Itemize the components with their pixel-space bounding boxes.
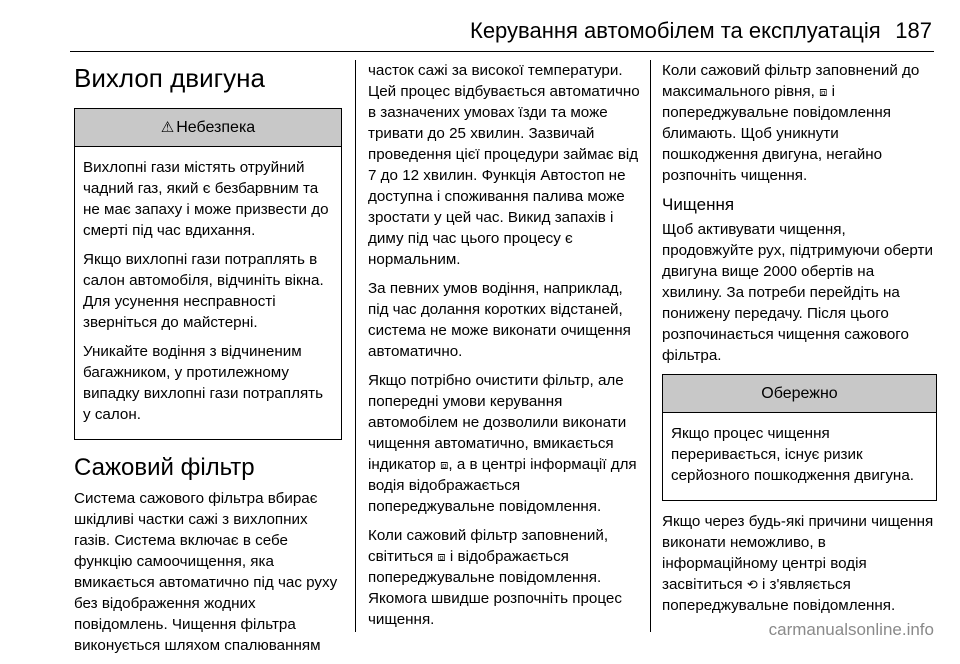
text-run: Якщо через будь-які причини чищення виконати неможливо, в інформаційному центрі водія засвітиться xyxy=(662,513,934,593)
column-1 xyxy=(74,60,342,664)
warning-triangle-icon: ⚠ xyxy=(160,119,175,136)
filter-title: Сажовий фільтр xyxy=(74,454,255,481)
paragraph xyxy=(368,370,640,517)
caution-box-body xyxy=(663,413,936,500)
caution-box-header: Обережно xyxy=(663,375,936,413)
text-run: , а в центрі інформації для водія відображається попереджувальне повідомлення. xyxy=(368,456,637,515)
caution-box xyxy=(662,374,937,501)
soot-filter-icon: ⧈ xyxy=(437,549,446,564)
soot-filter-icon: ⧈ xyxy=(440,457,449,472)
column-3 xyxy=(662,60,937,624)
section-title: Вихлоп двигуна xyxy=(74,63,265,93)
paragraph: часток сажі за високої температури. Цей процес відбувається автоматично в зазначених умовах їзди та може тривати до 25 хвилин. Зазвичай проведення цієї процедури займає від 7 до 12 хвилин. Функція Автостоп не доступна і споживання палива може зростати у цей час. Викид запахів і диму під час цього процесу є нормальним. xyxy=(368,62,640,268)
cleaning-title: Чищення xyxy=(662,195,735,214)
page-number: 187 xyxy=(895,18,932,43)
text-run: Коли сажовий фільтр заповнений до максимального рівня, xyxy=(662,62,920,100)
soot-filter-icon: ⧈ xyxy=(819,84,828,99)
danger-paragraph: Уникайте водіння з відчиненим багажником, у протилежному випадку вихлопні гази потраплять у салон. xyxy=(83,343,324,423)
paragraph: За певних умов водіння, наприклад, під час долання коротких відстаней, система не може виконати очищення автоматично. xyxy=(368,280,631,360)
danger-box-body xyxy=(75,147,341,439)
column-divider xyxy=(355,60,356,632)
danger-box xyxy=(74,108,342,440)
text-run: і попереджувальне повідомлення блимають. Щоб уникнути пошкодження двигуна, негайно розпочніть чищення. xyxy=(662,83,892,184)
paragraph xyxy=(662,511,937,616)
watermark: carmanualsonline.info xyxy=(768,620,934,639)
paragraph xyxy=(662,60,937,186)
text-run: Якщо потрібно очистити фільтр, але попередні умови керування автомобілем не дозволили виконати чищення автоматично, вмикається індикатор xyxy=(368,372,627,473)
paragraph xyxy=(368,525,640,630)
text-run: і з'являється попереджувальне повідомлення. xyxy=(662,576,896,614)
cleaning-paragraph: Щоб активувати чищення, продовжуйте рух, підтримуючи оберти двигуна вище 2000 обертів на хвилину. За потреби перейдіть на понижену передачу. Після цього розпочинається чищення сажового фільтра. xyxy=(662,221,933,364)
danger-heading: Небезпека xyxy=(176,119,256,136)
text-run: Коли сажовий фільтр заповнений, світиться xyxy=(368,527,609,565)
header-title: Керування автомобілем та експлуатація xyxy=(470,18,881,43)
column-divider xyxy=(650,60,651,632)
engine-service-icon: ⟲ xyxy=(746,577,758,592)
header-divider xyxy=(70,51,934,52)
text-run: і відображається попереджувальне повідомлення. Якомога швидше розпочніть процес чищення. xyxy=(368,548,622,628)
danger-paragraph: Якщо вихлопні гази потраплять в салон автомобіля, відчиніть вікна. Для усунення несправності зверніться до майстерні. xyxy=(83,251,324,331)
filter-paragraph: Система сажового фільтра вбирає шкідливі частки сажі з вихлопних газів. Система включає в себе функцію самоочищення, яка вмикається автоматично під час руху без відображення жодних повідомлень. Чищення фільтра виконується шляхом спалюванням xyxy=(74,490,338,654)
danger-paragraph: Вихлопні гази містять отруйний чадний газ, який є безбарвним та не має запаху і може призвести до смерті під час вдихання. xyxy=(83,159,329,239)
column-2 xyxy=(368,60,640,638)
caution-paragraph: Якщо процес чищення переривається, існує ризик серйозного пошкодження двигуна. xyxy=(671,425,914,484)
danger-box-header xyxy=(75,109,341,147)
